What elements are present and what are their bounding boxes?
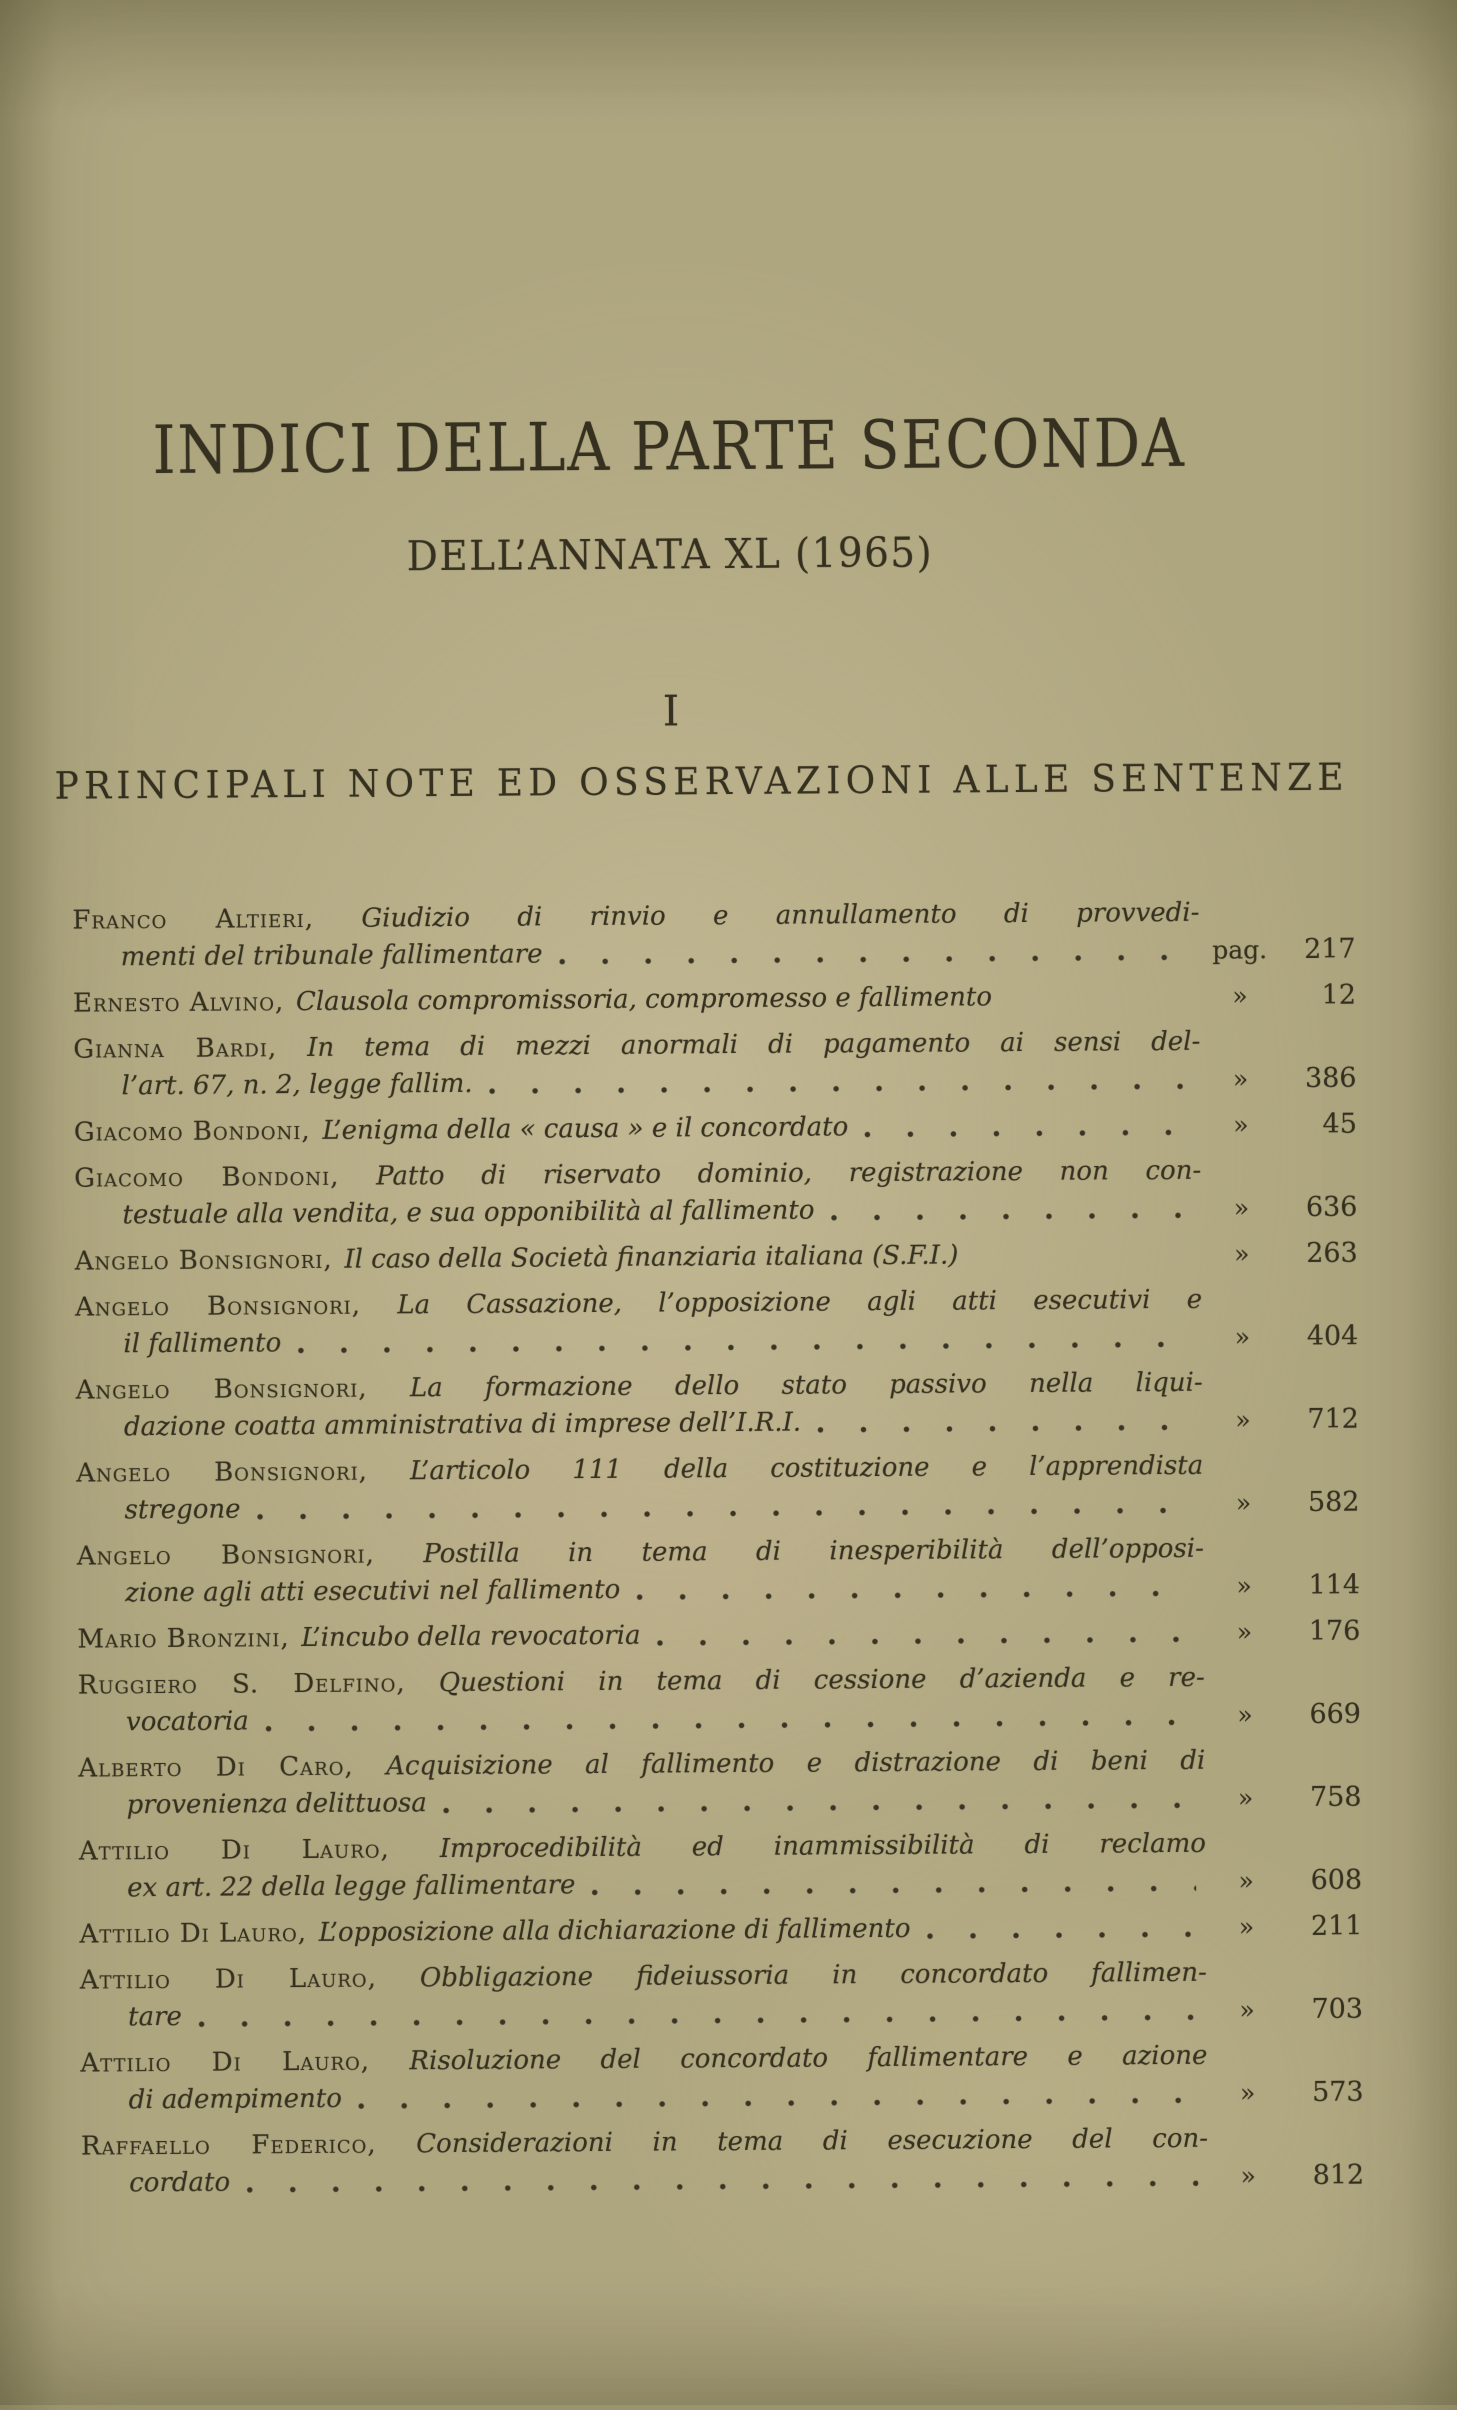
dot-leader [864,1128,1191,1139]
index-entry [78,1659,1361,1742]
entry-title-line2: stregone [124,1491,240,1529]
entry-title-line1: In tema di mezzi anormali di pagamento ai sensi del- [307,1027,1200,1063]
entry-page-number: 703 [1287,1991,1363,2029]
entry-author: Raffaello Federico, [81,2130,377,2162]
entry-author: Giacomo Bondoni, [74,1162,339,1194]
entry-author: Mario Bronzini, [77,1620,289,1658]
index-entry [74,1106,1357,1152]
entry-title-line2: zione agli atti esecutivi nel fallimento [125,1572,620,1612]
dot-leader [927,1930,1197,1941]
index-entry [80,1954,1363,2037]
entry-title-line2: di adempimento [129,2081,343,2119]
entry-page-ref: » [1207,2074,1287,2112]
entry-page-number: 758 [1285,1779,1361,1817]
entry-page-ref: » [1207,1991,1287,2029]
entry-title-line1: L’articolo 111 della costituzione e l’apprendista [410,1451,1203,1487]
index-entry [77,1530,1360,1613]
entry-page-number: 263 [1282,1235,1358,1273]
dot-leader [257,1506,1194,1522]
dot-leader [297,1340,1192,1355]
entry-page-number: 386 [1280,1060,1356,1098]
entry-author: Ruggiero S. Delfino, [78,1668,406,1700]
entry-page-ref: » [1206,1862,1286,1900]
entry-title-line1: Questioni in tema di cessione d’azienda e re- [439,1663,1205,1698]
entry-page-ref: pag. [1200,931,1280,969]
index-entry [79,1825,1362,1908]
entry-title-line1: Acquisizione al fallimento e distrazione di beni di [386,1746,1205,1782]
entry-author: Angelo Bonsignori, [77,1540,375,1572]
entry-author: Attilio Di Lauro, [79,1915,307,1954]
entry-author: Ernesto Alvino, [73,984,285,1022]
section-number: I [35,682,1307,740]
entry-title-line2: dazione coatta amministrativa di imprese dell’I.R.I. [124,1405,801,1447]
entry-title-line1: Risoluzione del concordato fallimentare e azione [409,2041,1207,2077]
index-entry [78,1742,1361,1825]
dot-leader [817,1423,1193,1435]
entry-page-ref: » [1203,1401,1283,1439]
index-entry [75,1235,1358,1281]
entry-page-number: 12 [1280,977,1356,1015]
dot-leader [265,1718,1195,1733]
entry-title-line1: Giudizio di rinvio e annullamento di provvedi- [361,898,1199,934]
entry-page-ref: » [1201,1106,1281,1144]
entry-author: Angelo Bonsignori, [76,1374,368,1406]
entry-page-ref: » [1204,1613,1284,1651]
entry-author: Angelo Bonsignori, [75,1242,333,1281]
entry-page-ref: » [1205,1779,1285,1817]
dot-leader [358,2096,1198,2111]
entry-title-line1: L’enigma della « causa » e il concordato [322,1109,848,1150]
entry-title-line2: provenienza delittuosa [126,1785,427,1824]
entry-title-line2: tare [128,1999,182,2036]
entry-title-line1: La formazione dello stato passivo nella liqui- [410,1368,1203,1404]
entry-page-ref: » [1202,1235,1282,1273]
entry-author: Attilio Di Lauro, [79,1834,390,1866]
entry-page-number: 114 [1284,1567,1360,1605]
entry-page-number: 608 [1286,1862,1362,1900]
entry-page-number: 712 [1283,1401,1359,1439]
dot-leader [830,1211,1191,1223]
entry-page-number: 582 [1283,1484,1359,1522]
entry-author: Gianna Bardi, [73,1033,277,1064]
index-entry [77,1613,1360,1659]
entry-page-ref: » [1200,977,1280,1015]
dot-leader [591,1884,1196,1897]
index-entry [76,1447,1359,1530]
entry-title-line1: Il caso della Società finanziaria italiana (S.F.I.) [344,1237,958,1278]
index-entry [73,1023,1356,1106]
entry-author: Angelo Bonsignori, [75,1291,361,1323]
index-entry [79,1908,1362,1954]
entry-page-number: 217 [1280,931,1356,969]
dot-leader [443,1801,1196,1815]
entry-title-line2: menti del tribunale fallimentare [121,936,543,976]
entry-page-ref: » [1205,1696,1285,1734]
entry-page-number: 404 [1282,1318,1358,1356]
index-entry [75,1281,1358,1364]
entry-title-line1: Postilla in tema di inesperibilità dell’opposi- [423,1534,1204,1569]
entry-page-ref: » [1206,1908,1286,1946]
entry-page-number: 176 [1284,1613,1360,1651]
entry-author: Attilio Di Lauro, [80,2047,370,2079]
entry-title-line1: La Cassazione, l’opposizione agli atti esecutivi e [397,1285,1202,1321]
index-subtitle: DELL’ANNATA XL (1965) [66,526,1275,582]
entry-title-line1: Considerazioni in tema di esecuzione del con- [416,2124,1208,2160]
dot-leader [489,1082,1191,1096]
entry-title-line2: l’art. 67, n. 2, legge fallim. [121,1066,472,1105]
entry-page-ref: » [1200,1060,1280,1098]
entry-page-ref: » [1202,1318,1282,1356]
entry-title-line2: il fallimento [123,1325,281,1363]
entry-title-line1: Obbligazione fideiussoria in concordato fallimen- [420,1958,1207,1993]
entry-page-ref: » [1203,1484,1283,1522]
page-header [30,0,1302,5]
entry-page-ref: » [1204,1567,1284,1605]
section-title: PRINCIPALI NOTE ED OSSERVAZIONI ALLE SENTENZE [54,756,1288,808]
entry-title-line1: Patto di riservato dominio, registrazione non con- [376,1156,1201,1192]
entry-title-line1: L’incubo della revocatoria [301,1618,640,1657]
entry-page-number: 45 [1281,1106,1357,1144]
entry-page-ref: » [1208,2157,1288,2195]
index-entry [81,2120,1364,2203]
entry-title-line2: testuale alla vendita, e sua opponibilità al fallimento [122,1192,814,1234]
entry-page-number: 211 [1286,1908,1362,1946]
entry-page-ref: » [1201,1189,1281,1227]
dot-leader [559,953,1190,966]
entry-author: Angelo Bonsignori, [76,1457,368,1489]
entry-title-line2: ex art. 22 della legge fallimentare [127,1867,576,1907]
entry-page-number: 636 [1281,1189,1357,1227]
index-entry [74,1152,1357,1235]
entry-title-line1: Improcedibilità ed inammissibilità di reclamo [440,1829,1206,1864]
dot-leader [198,2013,1197,2029]
entry-title-line2: cordato [129,2165,230,2203]
entry-title-line2: vocatoria [126,1703,249,1741]
index-list [72,894,1364,2212]
entry-author: Alberto Di Caro, [78,1752,354,1784]
dot-leader [657,1635,1195,1648]
entry-author: Franco Altieri, [72,904,314,936]
index-entry [80,2037,1363,2120]
entry-page-number: 812 [1288,2157,1364,2195]
entry-author: Attilio Di Lauro, [80,1964,377,1996]
entry-title-line1: Clausola compromissoria, compromesso e fallimento [296,979,992,1021]
index-entry [72,894,1355,977]
dot-leader [246,2179,1198,2195]
entry-page-number: 573 [1287,2074,1363,2112]
entry-title-line1: L’opposizione alla dichiarazione di fallimento [319,1911,911,1952]
entry-page-number: 669 [1285,1696,1361,1734]
dot-leader [636,1589,1194,1602]
entry-author: Giacomo Bondoni, [74,1113,311,1152]
index-entry [76,1364,1359,1447]
index-title: INDICI DELLA PARTE SECONDA [109,405,1229,490]
index-entry [73,977,1356,1023]
